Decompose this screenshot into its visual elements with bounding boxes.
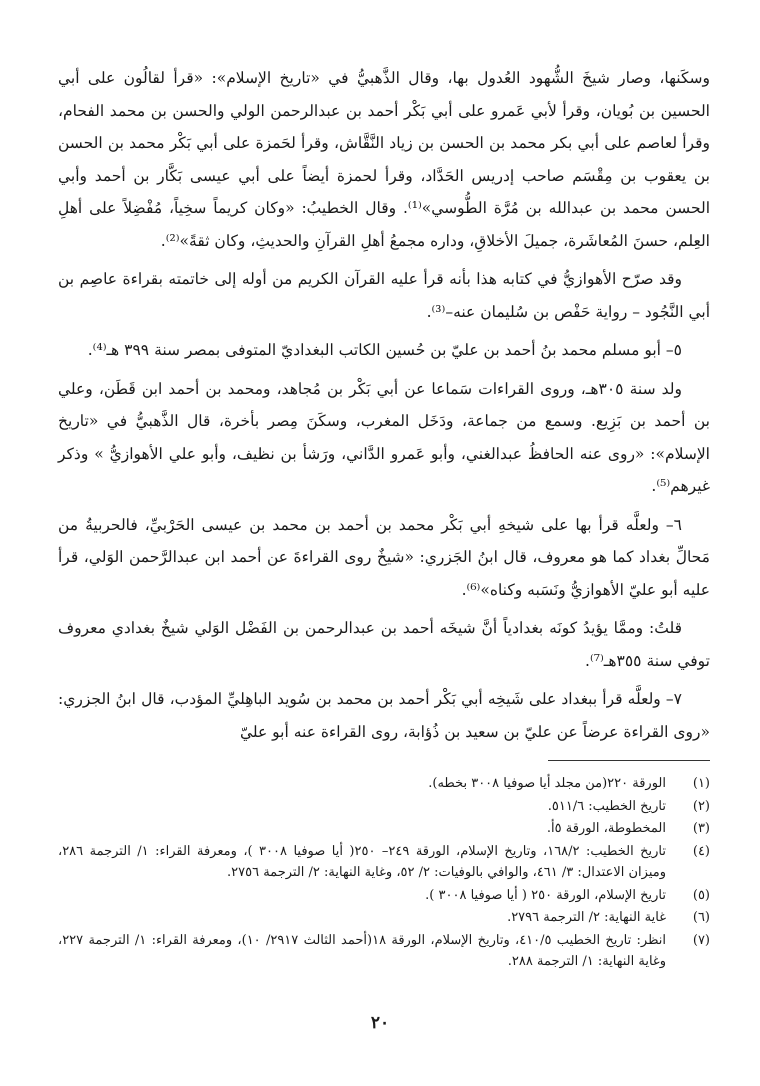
footnote-text: تاريخ الخطيب: ١٦٨/٢، وتاريخ الإسلام، الورقة ٢٤٩– ٢٥٠( أيا صوفيا ٣٠٠٨ )، ومعرفة القراء: ١/ الترجمة ٢٨٦، وميزان الاعتدال: ٣/ ٤٦١، والوافي بالوفيات: ٢/ ٥٢، وغاية النهاية: ٢/ الترجمة ٢٧٥٦. <box>58 843 667 880</box>
footnote-number: (١) <box>692 776 710 791</box>
paragraph-harbi: ٦– ولعلَّه قرأ بها على شيخهِ أبي بَكْر محمد بن أحمد بن محمد بن عيسى الحَرْبيِّ، فالحربيةُ من مَحالِّ بغداد كما هو معروف، قال ابنُ الجَزري: «شيخٌ روى القراءةَ عن أحمد ابن عبدالرَّحمن الوَلي، قرأ عليه أبو عليّ الأهوازيُّ ونَسَبه وكناه»⁽⁶⁾. <box>58 515 710 599</box>
footnote-number: (٦) <box>692 910 710 925</box>
footnote-number: (٣) <box>692 821 710 836</box>
footnote-number: (٢) <box>692 798 710 814</box>
footnote-text: تاريخ الخطيب: ٥١١/٦. <box>547 798 666 814</box>
footnote-text: غاية النهاية: ٢/ الترجمة ٢٧٩٦. <box>507 910 666 925</box>
footnote-number: (٥) <box>692 887 710 903</box>
paragraph-bahili: ٧– ولعلَّه قرأ ببغداد على شَيخِه أبي بَكْر أحمد بن محمد بن سُويد الباهِليِّ المؤدب، قال ابنُ الجزري: «روى القراءة عرضاً عن عليّ بن سعيد بن ذُؤابة، روى القراءة عنه أبو عليّ <box>58 690 710 741</box>
paragraph-ahwazi-statement: وقد صرّح الأهوازيُّ في كتابه هذا بأنه قرأ عليه القرآن الكريم من أوله إلى خاتمته بقراءة عاصِم بن أبي النَّجُود – رواية حَفْص بن سُليمان عنه–⁽³⁾. <box>58 270 710 321</box>
footnote-text: الورقة ٢٢٠(من مجلد أيا صوفيا ٣٠٠٨ بخطه). <box>428 776 666 791</box>
paragraph-abu-muslim: ٥– أبو مسلم محمد بنُ أحمد بن عليّ بن حُسين الكاتب البغداديّ المتوفى بمصر سنة ٣٩٩ هـ⁽⁴⁾. <box>87 341 682 359</box>
footnote-number: (٤) <box>692 843 710 859</box>
footnote-number: (٧) <box>692 932 710 948</box>
footnote-item <box>58 930 710 973</box>
paragraph-abu-muslim-bio: ولد سنة ٣٠٥هـ، وروى القراءات سَماعا عن أبي بَكْر بن مُجاهد، ومحمد بن أحمد ابن قَطَن، وعلي بن أحمد بن بَزِيع. وسمع من جماعة، ودَخَل المغرب، وسكَنَ مِصر بأخرة، قال الذَّهبيُّ في «تاريخ الإسلام»: «روى عنه الحافظُ عبدالغني، وأبو عَمرو الدَّاني، ورَشأ بن نظيف، وأبو علي الأهوازيُّ » وذكر غيرهم⁽⁵⁾. <box>58 379 710 495</box>
paragraph-qultu: قلتُ: وممَّا يؤيدُ كونَه بغدادياً أنَّ شيخَه أحمد بن عبدالرحمن بن الفَضْل الوَلي شيخٌ بغدادي معروف توفي سنة ٣٥٥هـ⁽⁷⁾. <box>58 619 710 670</box>
footnote-item <box>58 841 710 884</box>
page-content <box>58 62 710 974</box>
footnote-text: انظر: تاريخ الخطيب ٤١٠/٥، وتاريخ الإسلام، الورقة ١٨(أحمد الثالث ٢٩١٧/ ١٠)، ومعرفة القراء: ١/ الترجمة ٢٢٧، وغاية النهاية: ١/ الترجمة ٢٨٨. <box>58 932 666 969</box>
paragraph-shaykh-shuhud: وسكَنها، وصار شيخَ الشُّهود العُدول بها، وقال الذَّهبيُّ في «تاريخ الإسلام»: «قرأ لقالُون على أبي الحسين بن بُويان، وقرأ لأبي عَمرو على أبي بَكْر أحمد بن عبدالرحمن الولي والحسن بن محمد الفحام، وقرأ لعاصم على أبي بكر محمد بن الحسن بن زياد النَّقَّاش، وقرأ لحَمزة على أبي بَكْر محمد بن الحسن بن يعقوب بن مِقْسَم صاحب إدريس الحَدَّاد، وقرأ لحمزة أيضاً على أبي عيسى بَكَّار بن أحمد وأبي الحسن محمد بن عبدالله بن مُرَّة الطُّوسي»⁽¹⁾. وقال الخطيبُ: «وكان كريماً سخِياً، مُفْضِلاً على أهلِ العِلم، حسنَ المُعاشَرة، جميلَ الأخلاقِ، وداره مجمعُ أهلِ القرآنِ والحديثِ، وكان ثقةً»⁽²⁾. <box>58 69 711 250</box>
footnote-divider <box>548 760 710 761</box>
footnote-item <box>58 773 710 795</box>
footnote-text: تاريخ الإسلام، الورقة ٢٥٠ ( أيا صوفيا ٣٠٠٨ ). <box>425 887 666 903</box>
footnote-item <box>58 885 710 907</box>
footnote-item <box>58 907 710 929</box>
page-number: ٢٠ <box>370 1013 390 1033</box>
footnote-text: المخطوطة، الورقة ٥أ. <box>546 821 666 836</box>
footnote-item <box>58 796 710 818</box>
footnotes <box>58 773 710 973</box>
footnote-item <box>58 818 710 840</box>
